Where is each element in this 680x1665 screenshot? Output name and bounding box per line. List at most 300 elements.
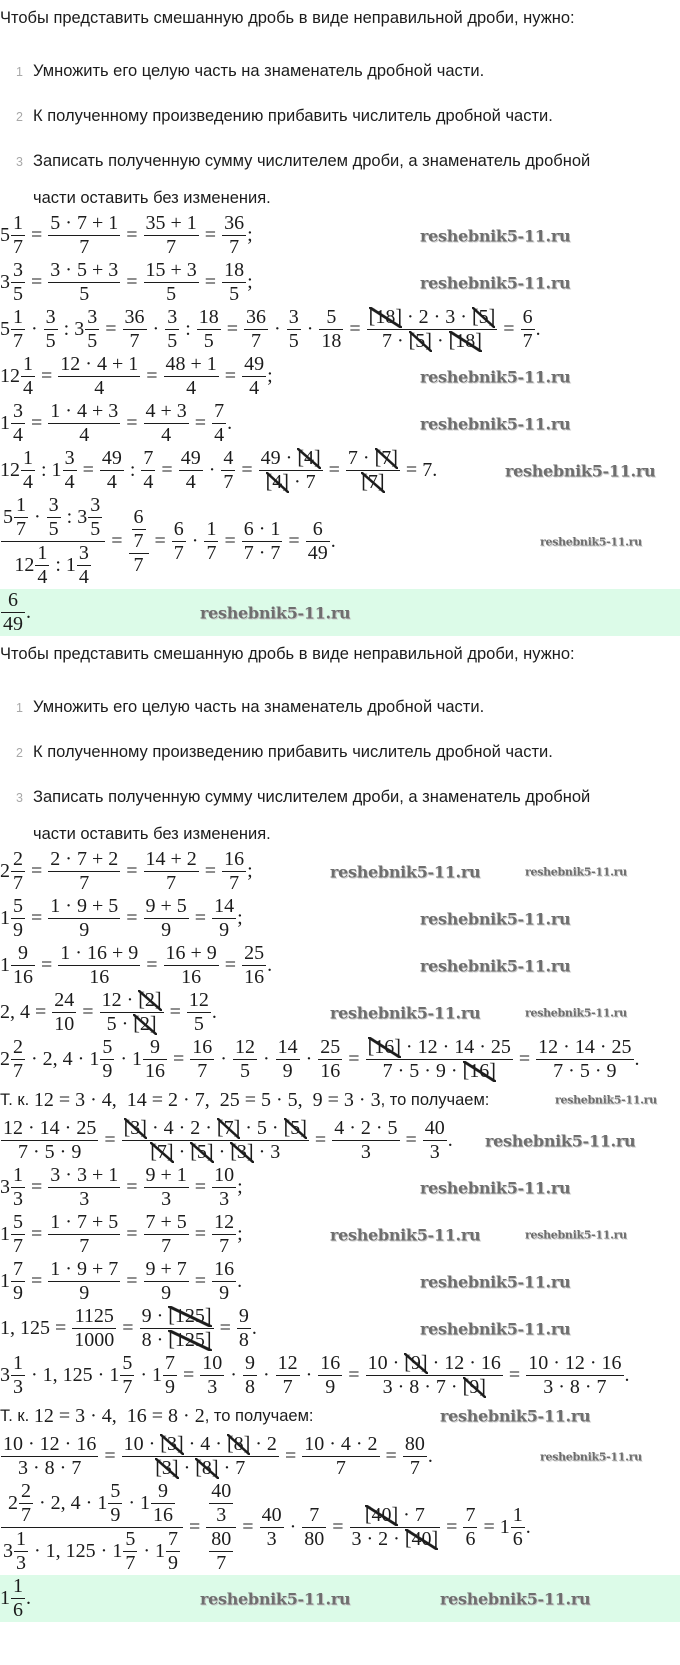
math-segment [121,412,142,435]
math-text: 2 [13,1036,23,1058]
numerator [144,401,189,423]
cancelled-factor: [9] [404,1352,428,1374]
math-text: 5 [90,518,101,540]
fraction [44,307,58,352]
math-text: 1 [37,542,48,564]
cancelled-factor: [7] [150,1141,174,1163]
math-text: · 1 [135,1364,162,1386]
denominator [259,470,323,493]
math-segment [504,1364,525,1387]
numerator [140,1306,214,1328]
math-text: 3 [90,494,101,516]
fraction [85,307,99,352]
fraction [11,260,25,305]
math-text: 5 [166,283,177,305]
math-text: . [26,601,31,623]
fraction [129,507,149,576]
math-segment [343,1364,364,1387]
math-text: 1 · 7 + 5 [50,1211,119,1233]
numerator [11,849,25,871]
math-text: 7 [229,236,240,258]
fraction [1,1434,98,1479]
math-text: 3 [429,1141,440,1163]
numerator [144,213,199,235]
fraction [21,448,35,493]
equation-line [0,989,680,1036]
watermark: reshebnik5-11.ru [330,1225,481,1244]
math-text: 7 [13,1258,23,1280]
math-text: 16 [181,966,202,988]
math-segment [344,318,365,341]
math-text: 12 [0,365,20,387]
math-text: · [178,1457,196,1479]
math-text: 9 [165,1376,175,1398]
fraction [1,1118,98,1163]
math-text: 3 · 8 · 7 · [382,1376,463,1398]
equation-line [0,306,680,353]
equation-line [0,1433,680,1480]
numerator [148,1037,162,1059]
math-text: 6 [8,589,18,611]
math-text: 5 [167,330,178,352]
numerator [242,943,266,965]
math-text: 49 · [260,447,298,469]
math-text: 7 · 5 · 9 [553,1060,617,1082]
math-segment [0,365,20,388]
math-text: = [221,318,244,340]
math-text: 4 [186,377,197,399]
numerator [132,507,146,529]
numerator [209,1529,233,1551]
math-segment [0,412,10,435]
cancelled-factor: [9] [462,1376,486,1398]
fraction [19,1481,33,1526]
math-text: 1 [13,1352,23,1374]
math-text: 3 [48,494,59,516]
fraction [11,307,25,352]
denominator [11,282,25,305]
math-text: = [344,318,366,340]
numerator [122,1434,279,1456]
math-text: 7 [166,236,177,258]
math-text: 80 [404,1433,425,1455]
fraction [212,896,236,941]
numerator [259,448,323,470]
numerator [11,1353,25,1375]
math-segment [26,907,47,930]
math-text: · [431,330,449,352]
math-text: = [380,1445,402,1467]
math-text: 3 · 5 + 3 [50,259,119,281]
math-text: 12 · 14 · 25 [538,1036,632,1058]
denominator [187,1012,211,1035]
numerator [11,1576,25,1598]
fraction [77,543,91,588]
math-text: 16 + 9 [165,942,217,964]
denominator [403,1456,427,1479]
denominator [48,423,120,446]
numerator [35,543,49,565]
math-text: = [100,318,122,340]
math-text: 3 · 2 · [351,1528,405,1550]
denominator [511,1527,525,1550]
math-text: = 1 [478,1516,510,1538]
math-text: 5 [45,330,56,352]
math-text: = [189,1223,212,1245]
math-text: 7 [216,1552,227,1574]
denominator [132,529,146,552]
numerator [144,260,199,282]
math-segment [121,271,142,294]
fraction [242,519,283,564]
math-text: : 3 [58,318,85,340]
denominator [287,329,301,352]
math-text: 9 [219,919,230,941]
denominator [260,1527,284,1550]
fraction [367,307,498,352]
denominator [302,1527,326,1550]
math-segment [343,1048,364,1071]
math-text: = [26,1270,48,1292]
numerator [536,1037,633,1059]
math-text: : [180,318,196,340]
watermark: reshebnik5-11.ru [540,1450,642,1463]
fraction [144,213,199,258]
math-text: 16 [244,966,265,988]
denominator [144,918,189,941]
math-text: 49 [3,613,23,635]
numerator [187,990,211,1012]
denominator [11,871,25,894]
math-text: 7 [143,447,154,469]
numerator [324,307,338,329]
numerator [48,213,120,235]
math-text: 3 · 8 · 7 [18,1457,82,1479]
math-segment [184,1516,205,1539]
math-text: 1 [16,1528,26,1550]
math-segment [115,1048,142,1071]
math-text: : 1 [50,554,76,576]
math-segment [34,1405,205,1428]
step-text: Умножить его целую часть на знаменатель дробной части. [33,698,485,716]
math-text: 1 · 4 + 3 [50,400,119,422]
step-number: 3 [16,155,23,169]
denominator [306,541,330,564]
math-text: 2 [0,860,10,882]
math-segment [0,224,10,247]
watermark: reshebnik5-11.ru [525,1228,627,1241]
math-text: 7 [197,1060,208,1082]
math-text: 5 [13,283,23,305]
math-text: 9 [79,1282,90,1304]
math-text: 9 + 1 [145,1164,187,1186]
math-segment [190,412,211,435]
math-text: 3 [0,1176,10,1198]
denominator [11,1059,25,1082]
math-segment [237,1176,243,1199]
denominator [77,565,91,588]
math-text: · 1, 125 · 1 [29,1540,123,1562]
math-segment [200,860,221,883]
math-text: 18 [321,330,342,352]
denominator [143,1059,167,1082]
fraction [151,1481,175,1526]
math-segment [200,271,221,294]
math-text: 1 [512,1504,523,1526]
math-text: 1 [23,353,33,375]
fraction [1,1481,183,1574]
math-text: 1 [0,954,10,976]
fraction [511,1505,525,1550]
watermark: reshebnik5-11.ru [420,956,571,975]
fraction [11,896,25,941]
numerator [58,943,140,965]
math-segment [498,318,519,341]
math-segment [8,1493,18,1514]
numerator [200,1353,224,1375]
step-item [0,685,680,730]
fraction [11,1576,25,1621]
fraction [190,1037,214,1082]
numerator [11,1165,25,1187]
math-text: · 2 · 3 · [401,306,472,328]
math-text: 3 [45,306,56,328]
math-text: 4 [79,424,90,446]
fraction [187,990,211,1035]
math-text: 12 [234,1036,255,1058]
math-text: 3 [79,1188,90,1210]
math-text: = [199,860,222,882]
numerator [100,1037,114,1059]
math-text: 3 [216,1504,227,1526]
text: Т. к. [0,1090,34,1109]
math-text: = [189,412,212,434]
math-segment [215,1317,236,1340]
numerator [367,307,498,329]
step-item [0,730,680,775]
math-text: 16 [320,1352,341,1374]
math-segment [14,555,34,576]
numerator [521,307,535,329]
math-text: = [121,907,143,929]
math-text: 1, 125 = [0,1317,72,1339]
answer [0,589,680,636]
fraction [212,1165,236,1210]
math-text: = [178,1364,200,1386]
math-text: 9 [161,919,172,941]
equation-line [0,1305,680,1352]
math-text: 4 [23,377,33,399]
fraction [521,307,535,352]
denominator [242,965,266,988]
equation-line [0,942,680,989]
math-text: . [535,318,541,340]
fraction [14,1529,28,1574]
math-segment [150,530,171,553]
math-text: 4 · 2 · 5 [334,1117,398,1139]
numerator [204,519,218,541]
numerator [48,849,120,871]
fraction [287,307,301,352]
math-text: 9 [102,1060,113,1082]
fraction [63,448,77,493]
math-text: ; [267,365,273,387]
fraction [48,896,120,941]
numerator [172,519,186,541]
math-text: 9 [219,1282,230,1304]
denominator [21,470,35,493]
denominator [1,1140,98,1163]
explanation-line [0,1399,680,1433]
math-text: · 2, 4 · 1 [26,1048,100,1070]
math-text: 1 · 9 + 7 [50,1258,119,1280]
fraction [141,448,155,493]
denominator [144,423,189,446]
math-text: 3 [219,1188,230,1210]
math-text: = [26,271,48,293]
math-segment [267,365,273,388]
math-text: = [99,1129,121,1151]
cancelled-factor: [3] [160,1433,184,1455]
math-segment [381,1445,402,1468]
math-text: = [26,1223,48,1245]
denominator [100,1059,114,1082]
denominator [367,329,498,352]
denominator [52,1012,76,1035]
numerator [48,896,120,918]
math-text: 7 [161,1235,172,1257]
numerator [163,1353,177,1375]
denominator [242,541,283,564]
equation-line [0,494,680,589]
denominator [190,1059,214,1082]
math-text: 40 [211,1480,232,1502]
math-text: 7 [166,872,177,894]
fraction [403,1434,427,1479]
numerator [47,495,61,517]
denominator [350,1527,441,1550]
math-text: 1 [0,412,10,434]
math-text: = [99,1445,121,1467]
fraction [366,1353,503,1398]
math-text: 7 [409,1457,420,1479]
numerator [212,401,226,423]
fraction [48,1212,120,1257]
denominator [366,1059,513,1082]
math-text: 10 · 12 · 16 [528,1352,622,1374]
math-segment [34,1089,381,1112]
math-segment [225,1364,242,1387]
math-text: = [121,1270,143,1292]
math-text: ; [247,860,253,882]
math-text: : 3 [61,506,88,528]
math-text: 3 [13,259,23,281]
math-segment [237,1270,242,1293]
math-text: = [121,224,143,246]
step-text-continuation: части оставить без изменения. [33,189,271,207]
math-text: 14 [277,1036,298,1058]
math-text: 35 + 1 [145,212,197,234]
math-text: = [279,1445,302,1467]
math-text: 5 [193,1013,204,1035]
denominator [123,1551,137,1574]
math-text: = [283,530,305,552]
intro-text: Чтобы представить смешанную дробь в виде неправильной дроби, нужно: [0,9,575,27]
denominator [200,1375,224,1398]
equation-line [0,447,680,494]
numerator [209,1481,233,1503]
math-segment [536,318,541,341]
fraction [200,1353,224,1398]
math-segment [121,860,142,883]
denominator [144,1187,189,1210]
math-text: = [121,1223,143,1245]
math-text: . [251,1317,257,1339]
cancelled-factor: [16] [462,1060,496,1082]
math-text: . [26,1587,31,1609]
math-segment [301,1048,318,1071]
math-text: = [199,224,222,246]
math-text: = [26,907,48,929]
math-text: · [173,1141,191,1163]
math-segment [0,954,10,977]
denominator [423,1140,447,1163]
math-segment [141,954,162,977]
math-segment [215,1048,232,1071]
math-text: 3 [167,306,178,328]
math-segment [441,1516,462,1539]
math-text: 8 [244,1376,255,1398]
equation-line [0,259,680,306]
denominator [204,541,218,564]
denominator [319,329,343,352]
fraction [144,1259,189,1304]
math-text: = [343,1364,365,1386]
step-item [0,94,680,139]
fraction [526,1353,623,1398]
math-segment [29,1541,122,1562]
cancelled-factor: [2] [133,1013,157,1035]
denominator [19,1503,33,1526]
math-text: = [36,954,58,976]
math-segment [26,1364,119,1387]
fraction [48,401,120,446]
denominator [35,565,49,588]
fraction [197,307,221,352]
math-text: 9 [158,1480,168,1502]
math-text: 7 [79,872,90,894]
cancelled-factor: [18] [368,306,402,328]
watermark: reshebnik5-11.ru [200,1589,351,1608]
numerator [120,1353,134,1375]
fraction [166,1529,180,1574]
denominator [58,965,140,988]
numerator [11,260,25,282]
fraction [21,354,35,399]
denominator [1,612,25,635]
math-segment [258,1048,275,1071]
denominator [21,376,35,399]
fraction [100,1037,114,1082]
math-text: 12 · [101,989,139,1011]
denominator [11,1234,25,1257]
denominator [222,871,246,894]
math-text: 6 [13,1599,23,1621]
denominator [85,329,99,352]
numerator [100,990,164,1012]
denominator [88,517,102,540]
math-text: 4 [214,424,225,446]
